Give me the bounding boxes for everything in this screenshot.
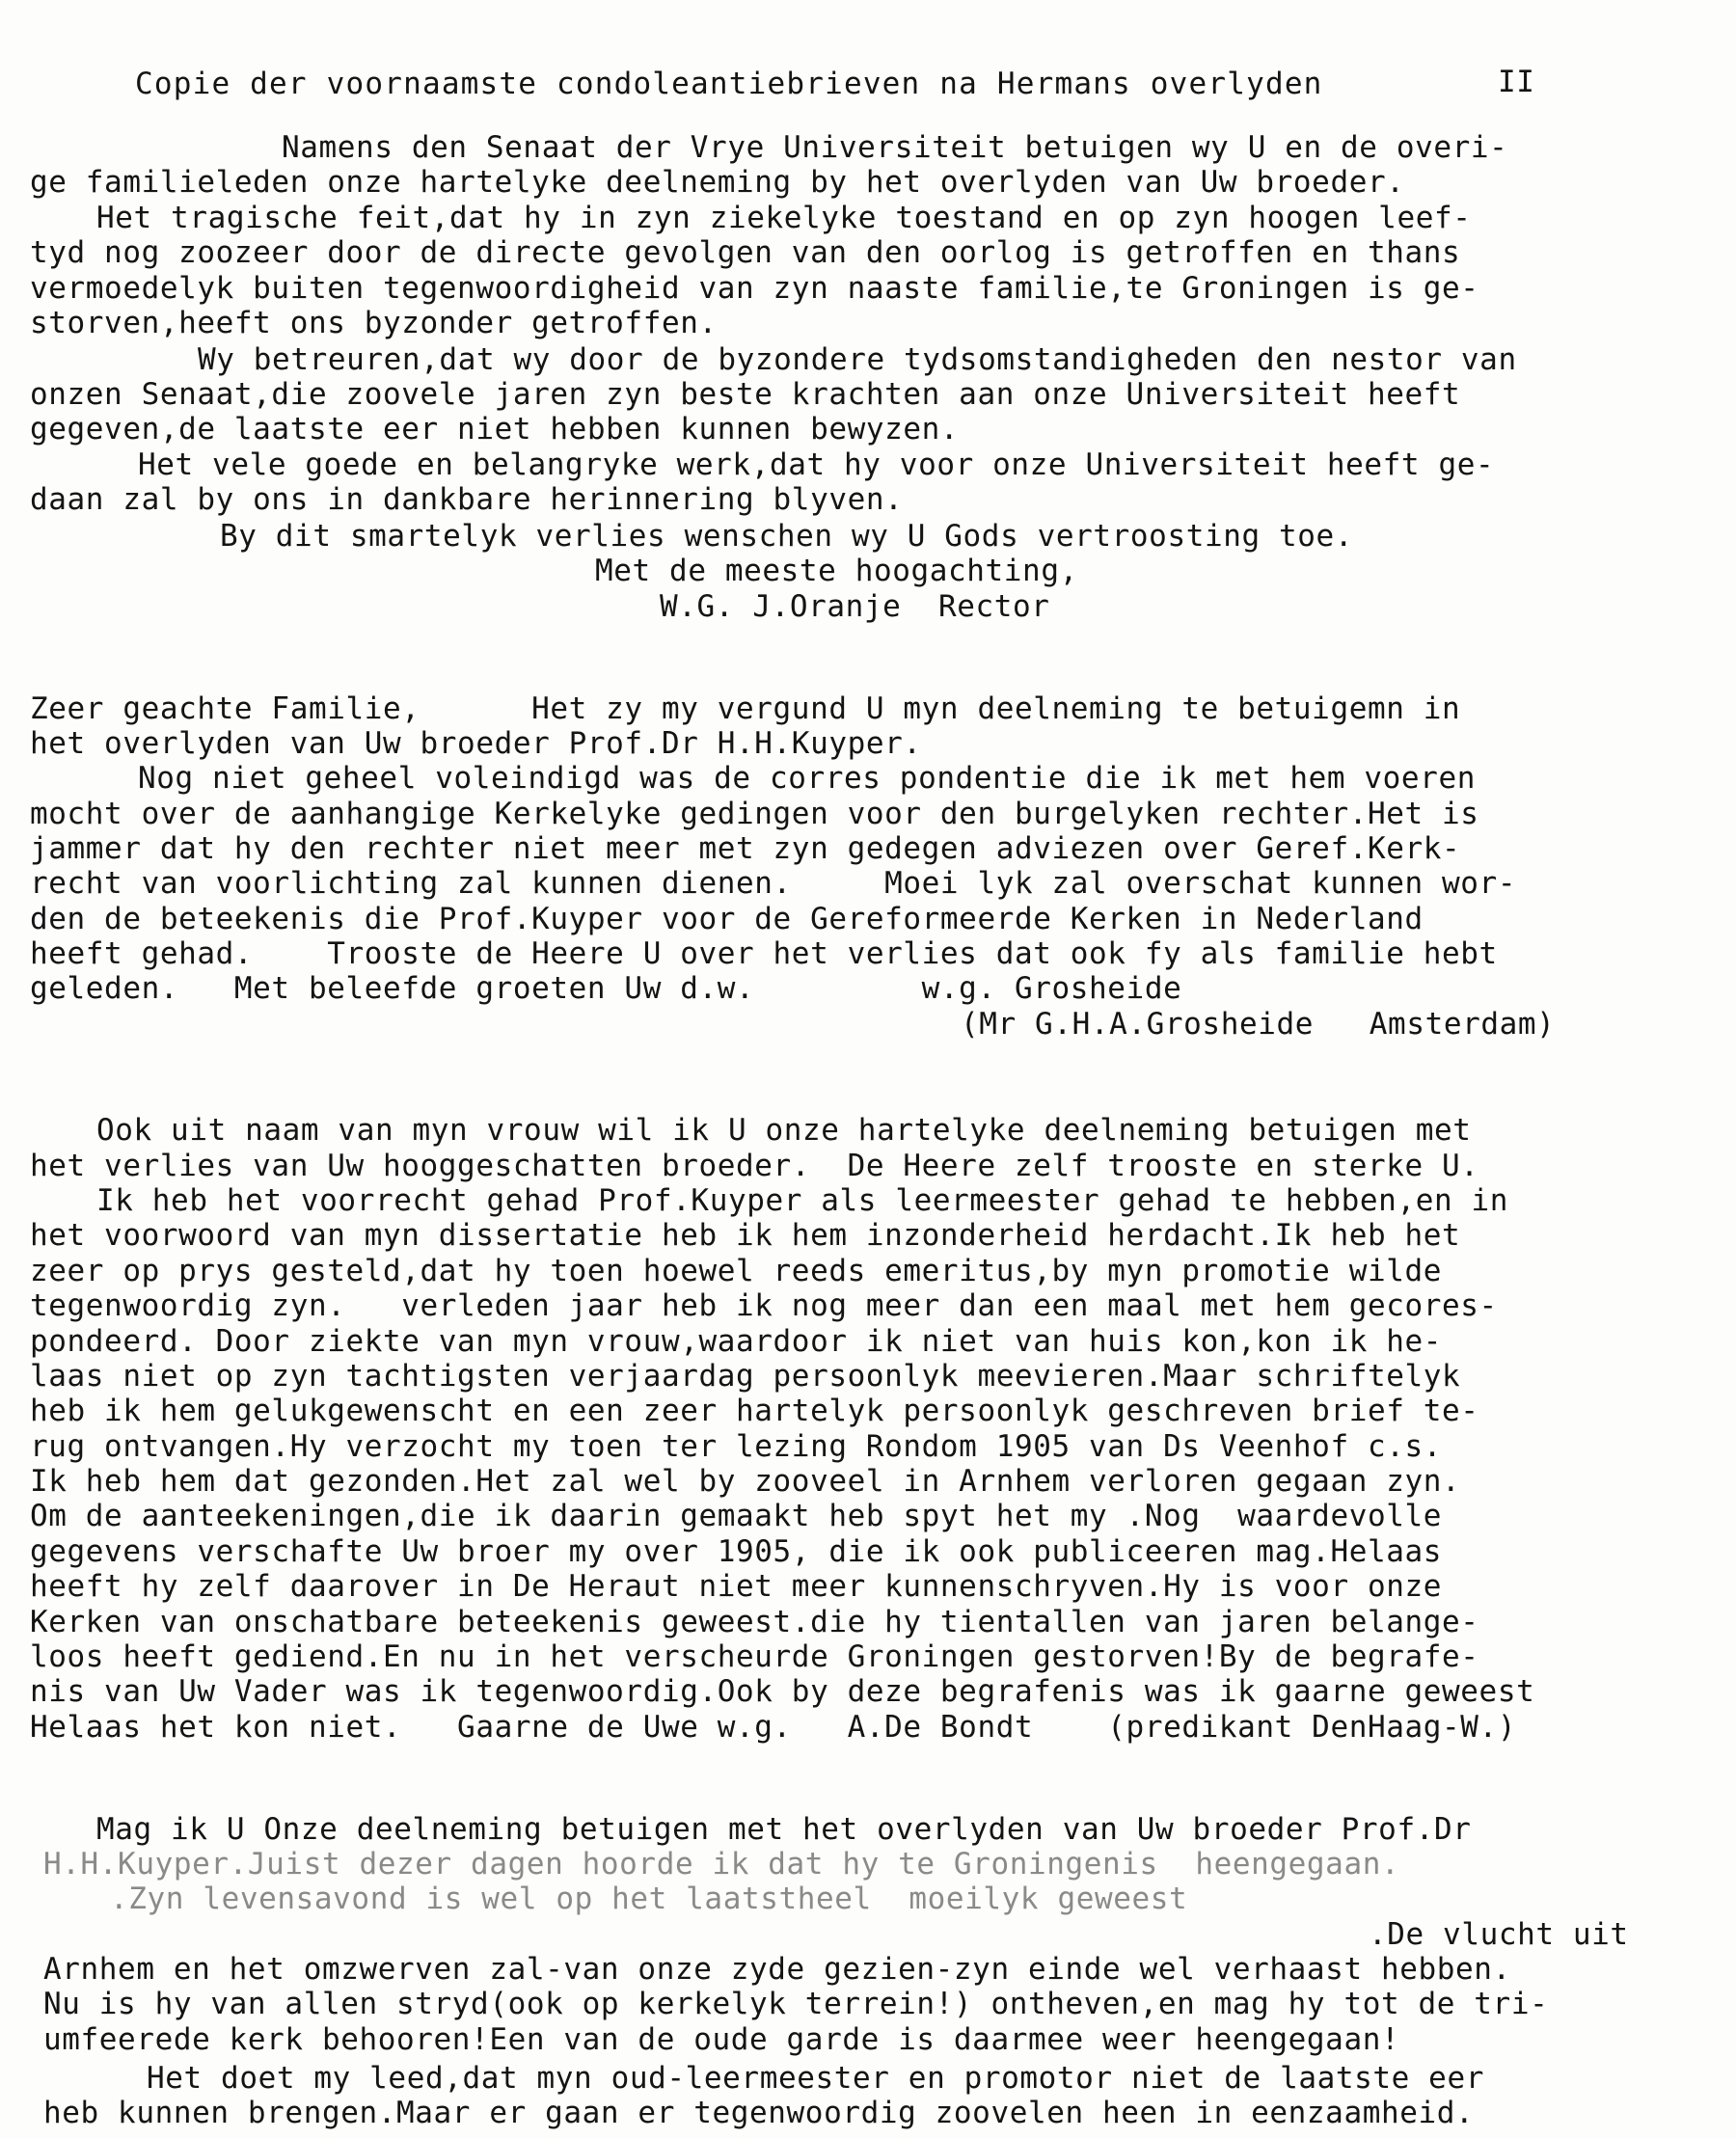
text-line: loos heeft gediend.En nu in het verscheurde Groningen gestorven!By de begrafe-: [30, 1639, 1479, 1674]
document-title: Copie der voornaamste condoleantiebrieven na Hermans overlyden: [135, 67, 1323, 101]
text-line: Zeer geachte Familie, Het zy my vergund U myn deelneming te betuigemn in: [30, 691, 1461, 726]
faded-text-line: .Zyn levensavond is wel op het laatstheel moeilyk geweest: [110, 1882, 1188, 1916]
text-line: het voorwoord van myn dissertatie heb ik hem inzonderheid herdacht.Ik heb het: [30, 1218, 1461, 1253]
signature-line: W.G. J.Oranje Rector: [660, 589, 1050, 624]
text-line: den de beteekenis die Prof.Kuyper voor de Gereformeerde Kerken in Nederland: [30, 902, 1424, 936]
text-line: Wy betreuren,dat wy door de byzondere tydsomstandigheden den nestor van: [198, 342, 1517, 377]
text-line: gegevens verschafte Uw broer my over 1905, die ik ook publiceeren mag.Helaas: [30, 1534, 1443, 1569]
text-line: daan zal by ons in dankbare herinnering blyven.: [30, 482, 904, 517]
text-line: storven,heeft ons byzonder getroffen.: [30, 306, 718, 340]
text-line: gegeven,de laatste eer niet hebben kunnen bewyzen.: [30, 412, 960, 447]
text-line: heeft gehad. Trooste de Heere U over het verlies dat ook fy als familie hebt: [30, 936, 1498, 971]
text-line: pondeerd. Door ziekte van myn vrouw,waardoor ik niet van huis kon,kon ik he-: [30, 1324, 1443, 1359]
text-line: Kerken van onschatbare beteekenis geweest.die hy tientallen van jaren belange-: [30, 1605, 1479, 1639]
text-line: Ik heb hem dat gezonden.Het zal wel by zooveel in Arnhem verloren gegaan zyn.: [30, 1464, 1461, 1499]
text-line: het verlies van Uw hooggeschatten broeder. De Heere zelf trooste en sterke U.: [30, 1149, 1479, 1183]
text-line: ge familieleden onze hartelyke deelneming by het overlyden van Uw broeder.: [30, 165, 1405, 200]
page-number: II: [1498, 65, 1535, 99]
text-line: het overlyden van Uw broeder Prof.Dr H.H.Kuyper.: [30, 726, 922, 761]
faded-text-line: H.H.Kuyper.Juist dezer dagen hoorde ik dat hy te Groningenis heengegaan.: [43, 1847, 1400, 1882]
text-line: Het doet my leed,dat myn oud-leermeester en promotor niet de laatste eer: [147, 2061, 1484, 2096]
closing-salutation: Met de meeste hoogachting,: [595, 554, 1078, 588]
text-line: mocht over de aanhangige Kerkelyke gedingen voor den burgelyken rechter.Het is: [30, 797, 1479, 831]
text-line: geleden. Met beleefde groeten Uw d.w. w.g. Grosheide: [30, 971, 1182, 1006]
text-line: Mag ik U Onze deelneming betuigen met het overlyden van Uw broeder Prof.Dr: [96, 1812, 1472, 1847]
signature-line: (Mr G.H.A.Grosheide Amsterdam): [961, 1007, 1556, 1042]
text-line: jammer dat hy den rechter niet meer met zyn gedegen adviezen over Geref.Kerk-: [30, 831, 1461, 866]
text-line: onzen Senaat,die zoovele jaren zyn beste krachten aan onze Universiteit heeft: [30, 377, 1461, 412]
text-line: nis van Uw Vader was ik tegenwoordig.Ook by deze begrafenis was ik gaarne geweest: [30, 1674, 1535, 1709]
text-line: By dit smartelyk verlies wenschen wy U Gods vertroosting toe.: [220, 519, 1354, 554]
text-line: Om de aanteekeningen,die ik daarin gemaakt heb spyt het my .Nog waardevolle: [30, 1499, 1443, 1533]
text-line: heeft hy zelf daarover in De Heraut niet meer kunnenschryven.Hy is voor onze: [30, 1569, 1443, 1604]
text-line: umfeerede kerk behooren!Een van de oude garde is daarmee weer heengegaan!: [43, 2022, 1400, 2057]
text-line: Ook uit naam van myn vrouw wil ik U onze hartelyke deelneming betuigen met: [96, 1113, 1472, 1148]
text-line: tegenwoordig zyn. verleden jaar heb ik nog meer dan een maal met hem gecores-: [30, 1288, 1498, 1323]
text-line: laas niet op zyn tachtigsten verjaardag persoonlyk meevieren.Maar schriftelyk: [30, 1359, 1461, 1394]
text-line: Arnhem en het omzwerven zal-van onze zyde gezien-zyn einde wel verhaast hebben.: [43, 1952, 1511, 1987]
text-line: Helaas het kon niet. Gaarne de Uwe w.g. A.De Bondt (predikant DenHaag-W.): [30, 1710, 1517, 1745]
text-line: Nog niet geheel voleindigd was de corres pondentie die ik met hem voeren: [138, 761, 1476, 796]
text-line: .De vlucht uit: [1369, 1917, 1629, 1952]
text-line: Het vele goede en belangryke werk,dat hy voor onze Universiteit heeft ge-: [138, 447, 1495, 482]
text-line: rug ontvangen.Hy verzocht my toen ter lezing Rondom 1905 van Ds Veenhof c.s.: [30, 1429, 1443, 1464]
text-line: Het tragische feit,dat hy in zyn ziekelyke toestand en op zyn hoogen leef-: [96, 201, 1472, 235]
text-line: Nu is hy van allen stryd(ook op kerkelyk terrein!) ontheven,en mag hy tot de tri-: [43, 1987, 1549, 2021]
text-line: heb ik hem gelukgewenscht en een zeer hartelyk persoonlyk geschreven brief te-: [30, 1394, 1479, 1428]
text-line: Namens den Senaat der Vrye Universiteit betuigen wy U en de overi-: [282, 130, 1508, 165]
text-line: tyd nog zoozeer door de directe gevolgen van den oorlog is getroffen en thans: [30, 235, 1461, 270]
text-line: zeer op prys gesteld,dat hy toen hoewel reeds emeritus,by myn promotie wilde: [30, 1254, 1443, 1288]
text-line: vermoedelyk buiten tegenwoordigheid van zyn naaste familie,te Groningen is ge-: [30, 271, 1479, 306]
text-line: heb kunnen brengen.Maar er gaan er tegenwoordig zoovelen heen in eenzaamheid.: [43, 2096, 1475, 2130]
text-line: Ik heb het voorrecht gehad Prof.Kuyper als leermeester gehad te hebben,en in: [96, 1183, 1509, 1218]
text-line: recht van voorlichting zal kunnen dienen. Moei lyk zal overschat kunnen wor-: [30, 866, 1517, 901]
